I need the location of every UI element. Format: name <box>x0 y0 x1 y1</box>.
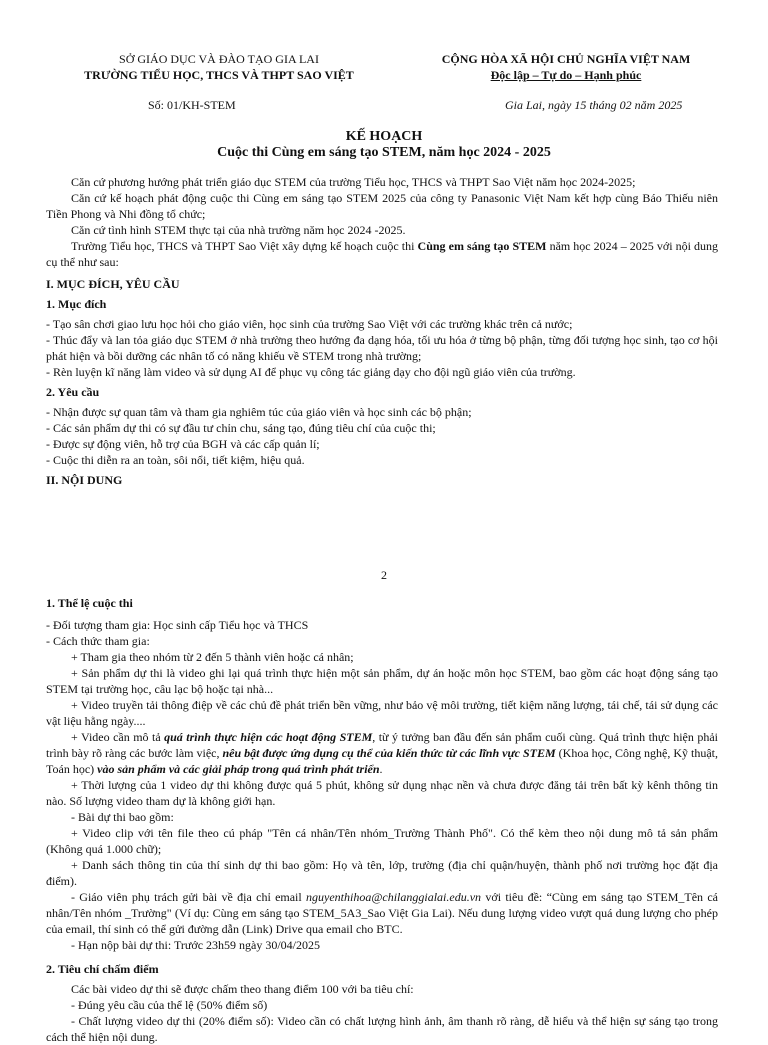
subsection-heading: 1. Mục đích <box>46 297 107 311</box>
list-item: - Chất lượng video dự thi (20% điểm số): Video cần có chất lượng hình ảnh, âm thanh rõ ràng, dễ hiểu và thể hiện sự sáng tạo trong cách thể hiện nội dung. <box>46 1014 718 1044</box>
list-item: - Được sự động viên, hỗ trợ của BGH và các cấp quản lí; <box>46 437 320 451</box>
intro-paragraph: Căn cứ tình hình STEM thực tại của nhà trường năm học 2024 -2025. <box>71 223 406 237</box>
list-item: + Sản phẩm dự thi là video ghi lại quá trình thực hiện một sản phẩm, dự án hoặc môn học STEM, bao gồm các hoạt động sáng tạo STEM tại trường học, câu lạc bộ hoặc tại nhà... <box>46 666 718 696</box>
issuer-block <box>44 51 394 83</box>
text: - Giáo viên phụ trách gửi bài về địa chỉ email <box>71 890 307 904</box>
emphasis: quá trình thực hiện các hoạt động STEM <box>164 730 373 744</box>
list-item: - Bài dự thi bao gồm: <box>71 810 174 824</box>
subsection-heading: 2. Tiêu chí chấm điểm <box>46 962 159 976</box>
republic-name: CỘNG HÒA XÃ HỘI CHỦ NGHĨA VIỆT NAM <box>441 52 691 66</box>
page-one-body <box>46 174 718 492</box>
list-item: - Đối tượng tham gia: Học sinh cấp Tiểu học và THCS <box>46 618 309 632</box>
subsection-heading: 2. Yêu cầu <box>46 385 100 399</box>
text: , từ ý tưởng ban đầu đến sản phẩm cuối cùng. Quá trình thực hiện phải trình bày rõ ràng các bước làm việc, <box>46 730 718 760</box>
list-item: - Các sản phẩm dự thi có sự đầu tư chỉn chu, sáng tạo, đúng tiêu chí của cuộc thi; <box>46 421 436 435</box>
list-item: + Video clip với tên file theo cú pháp "Tên cá nhân/Tên nhóm_Trường Thành Phố". Có thể kèm theo nội dung mô tả sản phẩm (Không quá 1.000 chữ); <box>46 826 718 856</box>
title-sub: Cuộc thi Cùng em sáng tạo STEM, năm học 2024 - 2025 <box>217 145 551 160</box>
list-item: + Video truyền tải thông điệp về các chủ đề phát triển bền vững, như bảo vệ môi trường, tiết kiệm năng lượng, tái chế, tái sử dụng các vật liệu hằng ngày.... <box>46 698 718 728</box>
list-item: - Nhận được sự quan tâm và tham gia nghiêm túc của giáo viên và học sinh các bộ phận; <box>46 405 472 419</box>
national-motto-block <box>408 51 724 83</box>
school-name: TRƯỜNG TIỂU HỌC, THCS VÀ THPT SAO VIỆT <box>84 68 354 82</box>
subsection-heading: 1. Thể lệ cuộc thi <box>46 596 133 610</box>
page-two-body <box>46 595 718 1045</box>
emphasis: nêu bật được ứng dụng cụ thể của kiến thức từ các lĩnh vực STEM <box>222 746 556 760</box>
section-heading: II. NỘI DUNG <box>46 473 123 487</box>
intro-text: năm học 2024 – 2025 với nội dung cụ thể như sau: <box>46 239 719 269</box>
intro-paragraph: Căn cứ phương hướng phát triển giáo dục STEM của trường Tiểu học, THCS và THPT Sao Việt năm học 2024-2025; <box>71 175 636 189</box>
list-item: + Danh sách thông tin của thí sinh dự thi bao gồm: Họ và tên, lớp, trường (địa chỉ quận/huyện, thành phố nơi trường học đặt địa điểm). <box>46 858 718 888</box>
text: . <box>379 762 383 776</box>
list-item: - Đúng yêu cầu của thể lệ (50% điểm số) <box>71 998 268 1012</box>
contest-name: Cùng em sáng tạo STEM <box>417 239 547 253</box>
list-item: - Cách thức tham gia: <box>46 634 150 648</box>
intro-paragraph: Căn cứ kế hoạch phát động cuộc thi Cùng em sáng tạo STEM 2025 của công ty Panasonic Việt Nam kết hợp cùng Báo Thiếu niên Tiền Phong và Nhi đồng tổ chức; <box>46 191 718 221</box>
document-number: Số: 01/KH-STEM <box>148 98 236 112</box>
emphasis: vào sản phẩm và các giải pháp trong quá trình phát triển <box>97 762 380 776</box>
page-number: 2 <box>381 568 387 582</box>
section-heading: I. MỤC ĐÍCH, YÊU CẦU <box>46 277 180 291</box>
intro-text: Trường Tiểu học, THCS và THPT Sao Việt xây dựng kế hoạch cuộc thi <box>71 239 418 253</box>
list-item: - Tạo sân chơi giao lưu học hỏi cho giáo viên, học sinh của trường Sao Việt với các trường khác trên cả nước; <box>46 317 573 331</box>
list-item: + Thời lượng của 1 video dự thi không được quá 5 phút, không sử dụng nhạc nền và chưa được đăng tải trên bất kỳ kênh thông tin nào. Số lượng video tham dự là không giới hạn. <box>46 778 718 808</box>
list-item: + Tham gia theo nhóm từ 2 đến 5 thành viên hoặc cá nhân; <box>71 650 354 664</box>
list-item: Các bài video dự thi sẽ được chấm theo thang điểm 100 với ba tiêu chí: <box>71 982 414 996</box>
title-main: KẾ HOẠCH <box>345 129 423 144</box>
motto: Độc lập – Tự do – Hạnh phúc <box>490 68 642 82</box>
department-name: SỞ GIÁO DỤC VÀ ĐÀO TẠO GIA LAI <box>119 52 319 66</box>
list-item: - Hạn nộp bài dự thi: Trước 23h59 ngày 30/04/2025 <box>71 938 321 952</box>
document-date: Gia Lai, ngày 15 tháng 02 năm 2025 <box>505 98 683 112</box>
document-title <box>0 129 768 161</box>
list-item <box>46 889 718 937</box>
list-item <box>46 729 718 777</box>
text: với tiêu đề: “Cùng em sáng tạo STEM_Tên cá nhân/Tên nhóm _Trường" (Ví dụ: Cùng em sáng tạo STEM_5A3_Sao Việt Gia Lai). Nếu dung lượng video vượt quá dung lượng cho phép của email, thí sinh có thể gửi đường dẫn (Link) Drive qua email cho BTC. <box>46 890 719 936</box>
intro-paragraph <box>46 238 718 270</box>
text: + Video cần mô tả <box>71 730 165 744</box>
email-address: nguyenthihoa@chilanggialai.edu.vn <box>306 890 482 904</box>
list-item: - Cuộc thi diễn ra an toàn, sôi nổi, tiết kiệm, hiệu quả. <box>46 453 305 467</box>
list-item: - Rèn luyện kĩ năng làm video và sử dụng AI để phục vụ công tác giảng dạy cho đội ngũ giáo viên của trường. <box>46 365 576 379</box>
text: (Khoa học, Công nghệ, Kỹ thuật, Toán học) <box>46 746 718 776</box>
list-item: - Thúc đẩy và lan tỏa giáo dục STEM ở nhà trường theo hướng đa dạng hóa, tối ưu hóa ở từng bộ phận, từng đối tượng học sinh, tạo cơ hội phát hiện và bồi dưỡng các nhân tố có năng khiếu về STEM trong nhà trường; <box>46 333 718 363</box>
